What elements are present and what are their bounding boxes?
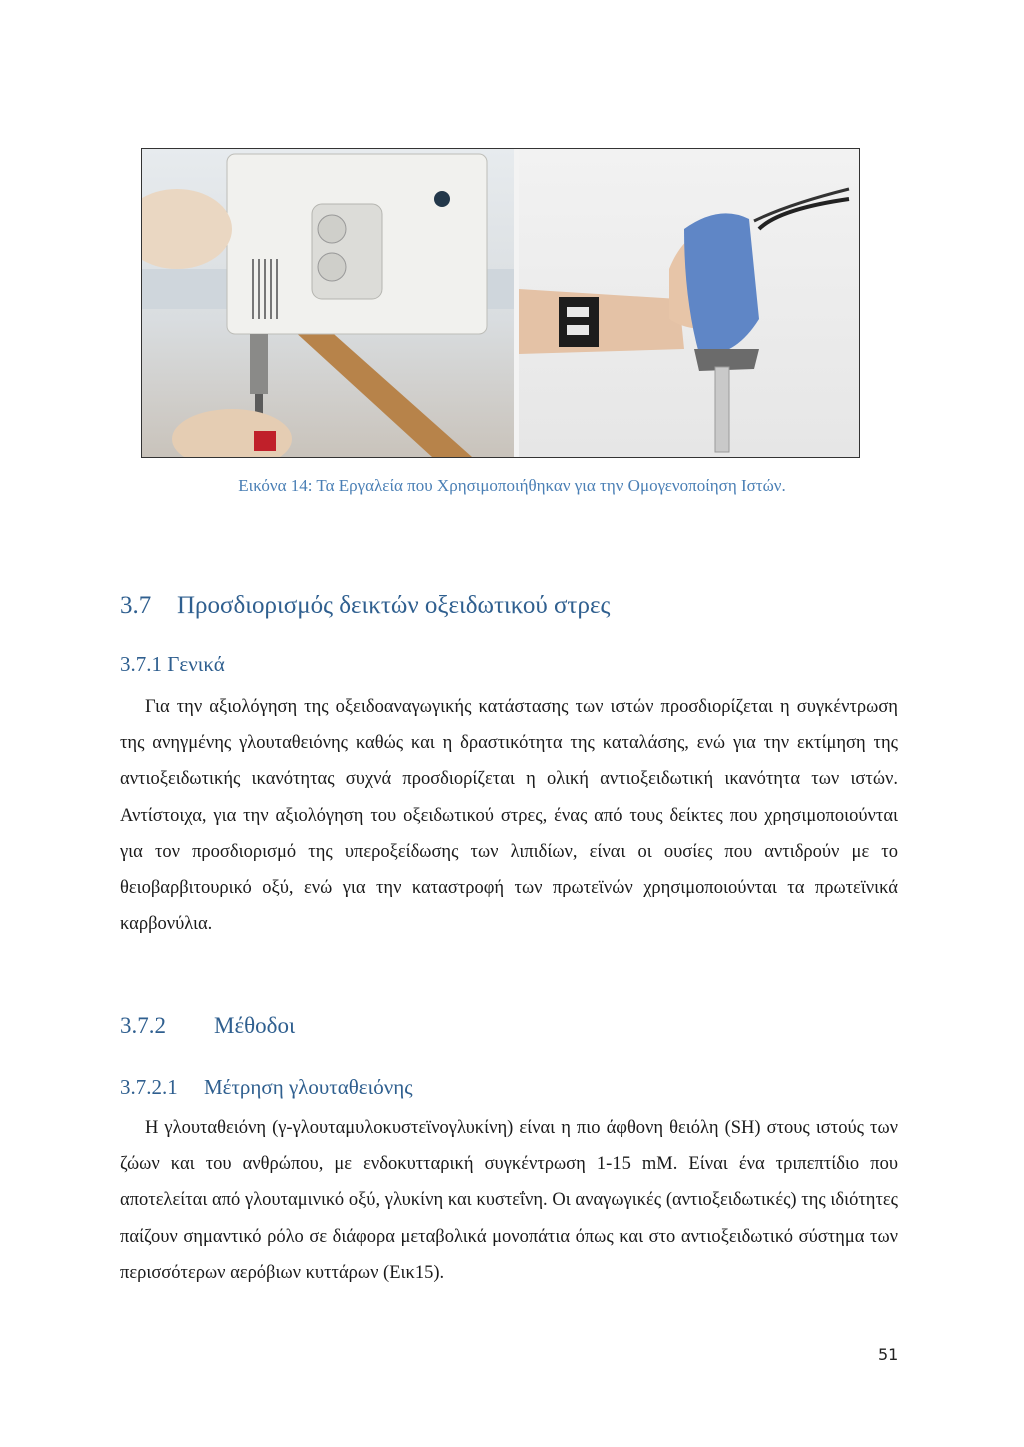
- paragraph-general: Για την αξιολόγηση της οξειδοαναγωγικής κατάστασης των ιστών προσδιορίζεται η συγκέντρωση της ανηγμένης γλουταθειόνης καθώς και η δραστικότητα της καταλάσης, ενώ για την εκτίμηση της αντιοξειδωτικής ικανότητας συχνά προσδιορίζεται η ολική αντιοξειδωτική ικανότητα των ιστών. Αντίστοιχα, για την αξιολόγηση του οξειδωτικού στρες, ένας από τους δείκτες που χρησιμοποιούνται για τον προσδιορισμό της υπεροξείδωσης των λιπιδίων, είναι οι ουσίες που αντιδρούν με το θειοβαρβιτουρικό οξύ, ενώ για την καταστροφή των πρωτεϊνών χρησιμοποιούνται τα πρωτεϊνικά καρβονύλια.: [120, 697, 898, 935]
- benchtop-homogenizer-illustration: [142, 149, 514, 457]
- section-heading-3-7-2-1: [120, 1075, 413, 1100]
- figure-photos: [141, 148, 860, 458]
- section-heading-3-7-1: [120, 652, 225, 677]
- section-number: 3.7.1: [120, 652, 162, 676]
- handheld-homogenizer-photo-right: [519, 149, 859, 457]
- page-number: 51: [878, 1345, 899, 1364]
- figure-caption: Εικόνα 14: Τα Εργαλεία που Χρησιμοποιήθηκαν για την Ομογενοποίηση Ιστών.: [238, 476, 786, 495]
- section-title: Μέθοδοι: [214, 1013, 296, 1038]
- section-title: Προσδιορισμός δεικτών οξειδωτικού στρες: [177, 592, 611, 619]
- homogenizer-photo-left: [142, 149, 514, 457]
- section-number: 3.7.2.1: [120, 1075, 178, 1099]
- handheld-homogenizer-illustration: [519, 149, 859, 457]
- section-heading-3-7-2: [120, 1013, 295, 1039]
- section-title: Γενικά: [167, 652, 225, 676]
- section-title: Μέτρηση γλουταθειόνης: [204, 1075, 413, 1099]
- paragraph-glutathione: Η γλουταθειόνη (γ-γλουταμυλοκυστεϊνογλυκίνη) είναι η πιο άφθονη θειόλη (SH) στους ιστούς των ζώων και του ανθρώπου, με ενδοκυτταρική συγκέντρωση 1-15 mM. Είναι ένα τριπεπτίδιο που αποτελείται από γλουταμινικό οξύ, γλυκίνη και κυστεΐνη. Οι αναγωγικές (αντιοξειδωτικές) της ιδιότητες παίζουν σημαντικό ρόλο σε διάφορα μεταβολικά μονοπάτια όπως και στο αντιοξειδωτικό σύστημα των περισσότερων αερόβιων κυττάρων (Εικ15).: [120, 1118, 898, 1283]
- section-number: 3.7.2: [120, 1013, 166, 1038]
- section-heading-3-7: [120, 592, 610, 620]
- section-number: 3.7: [120, 592, 152, 619]
